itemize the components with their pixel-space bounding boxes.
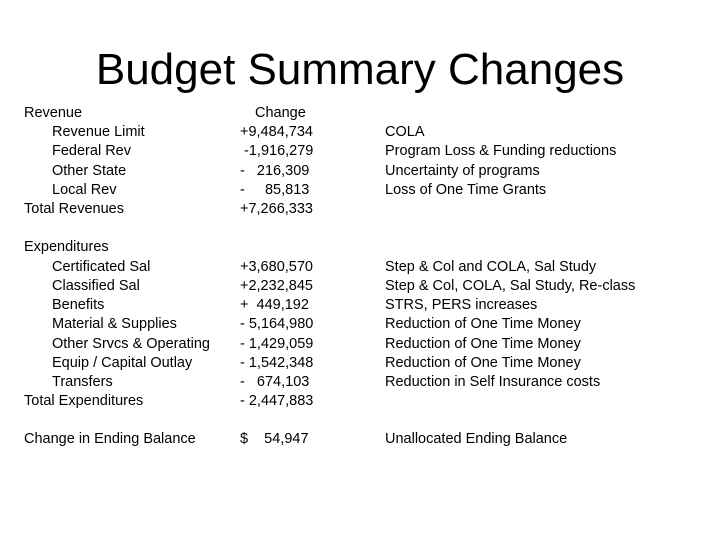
revenue-row-label: Federal Rev xyxy=(52,143,131,159)
revenue-row-note: Program Loss & Funding reductions xyxy=(385,143,617,159)
expenditure-row-value: - 674,103 xyxy=(240,374,310,390)
expenditure-row-note: Reduction of One Time Money xyxy=(385,355,581,371)
expenditure-row-label: Benefits xyxy=(52,297,105,313)
revenue-row-label: Local Rev xyxy=(52,182,117,198)
revenue-row-value: -1,916,279 xyxy=(240,143,314,159)
revenue-row-note: COLA xyxy=(385,124,425,140)
expenditure-row-label: Certificated Sal xyxy=(52,259,151,275)
ending-balance-label: Change in Ending Balance xyxy=(24,431,196,447)
expenditure-row-value: - 1,542,348 xyxy=(240,355,314,371)
expenditure-row-label: Transfers xyxy=(52,374,113,390)
page-title: Budget Summary Changes xyxy=(95,45,625,94)
expenditure-row-note: Step & Col and COLA, Sal Study xyxy=(385,259,597,275)
expenditure-row-note: Reduction of One Time Money xyxy=(385,316,581,332)
expenditure-row-note: STRS, PERS increases xyxy=(385,297,538,313)
revenue-row-note: Loss of One Time Grants xyxy=(385,182,547,198)
revenue-row-label: Other State xyxy=(52,163,127,179)
expenditure-row-note: Reduction in Self Insurance costs xyxy=(385,374,601,390)
expenditures-heading: Expenditures xyxy=(24,239,109,255)
revenue-row-value: +9,484,734 xyxy=(240,124,313,140)
revenue-heading: Revenue xyxy=(24,105,83,121)
revenue-row-value: - 85,813 xyxy=(240,182,310,198)
revenue-row-label: Revenue Limit xyxy=(52,124,145,140)
ending-balance-note: Unallocated Ending Balance xyxy=(385,431,568,447)
expenditure-row-value: - 5,164,980 xyxy=(240,316,314,332)
revenue-row-note: Uncertainty of programs xyxy=(385,163,540,179)
expenditure-row-note: Step & Col, COLA, Sal Study, Re-class xyxy=(385,278,636,294)
change-column-heading: Change xyxy=(255,105,306,121)
total-expenditures-value: - 2,447,883 xyxy=(240,393,314,409)
expenditure-row-value: +2,232,845 xyxy=(240,278,313,294)
expenditure-row-label: Equip / Capital Outlay xyxy=(52,355,193,371)
expenditure-row-value: + 449,192 xyxy=(240,297,309,313)
expenditure-row-label: Classified Sal xyxy=(52,278,140,294)
expenditure-row-value: +3,680,570 xyxy=(240,259,313,275)
total-revenues-value: +7,266,333 xyxy=(240,201,313,217)
total-expenditures-label: Total Expenditures xyxy=(24,393,144,409)
expenditure-row-label: Material & Supplies xyxy=(52,316,177,332)
expenditure-row-note: Reduction of One Time Money xyxy=(385,336,581,352)
expenditure-row-label: Other Srvcs & Operating xyxy=(52,336,210,352)
expenditure-row-value: - 1,429,059 xyxy=(240,336,314,352)
total-revenues-label: Total Revenues xyxy=(24,201,124,217)
ending-balance-value: $ 54,947 xyxy=(240,431,309,447)
revenue-row-value: - 216,309 xyxy=(240,163,310,179)
